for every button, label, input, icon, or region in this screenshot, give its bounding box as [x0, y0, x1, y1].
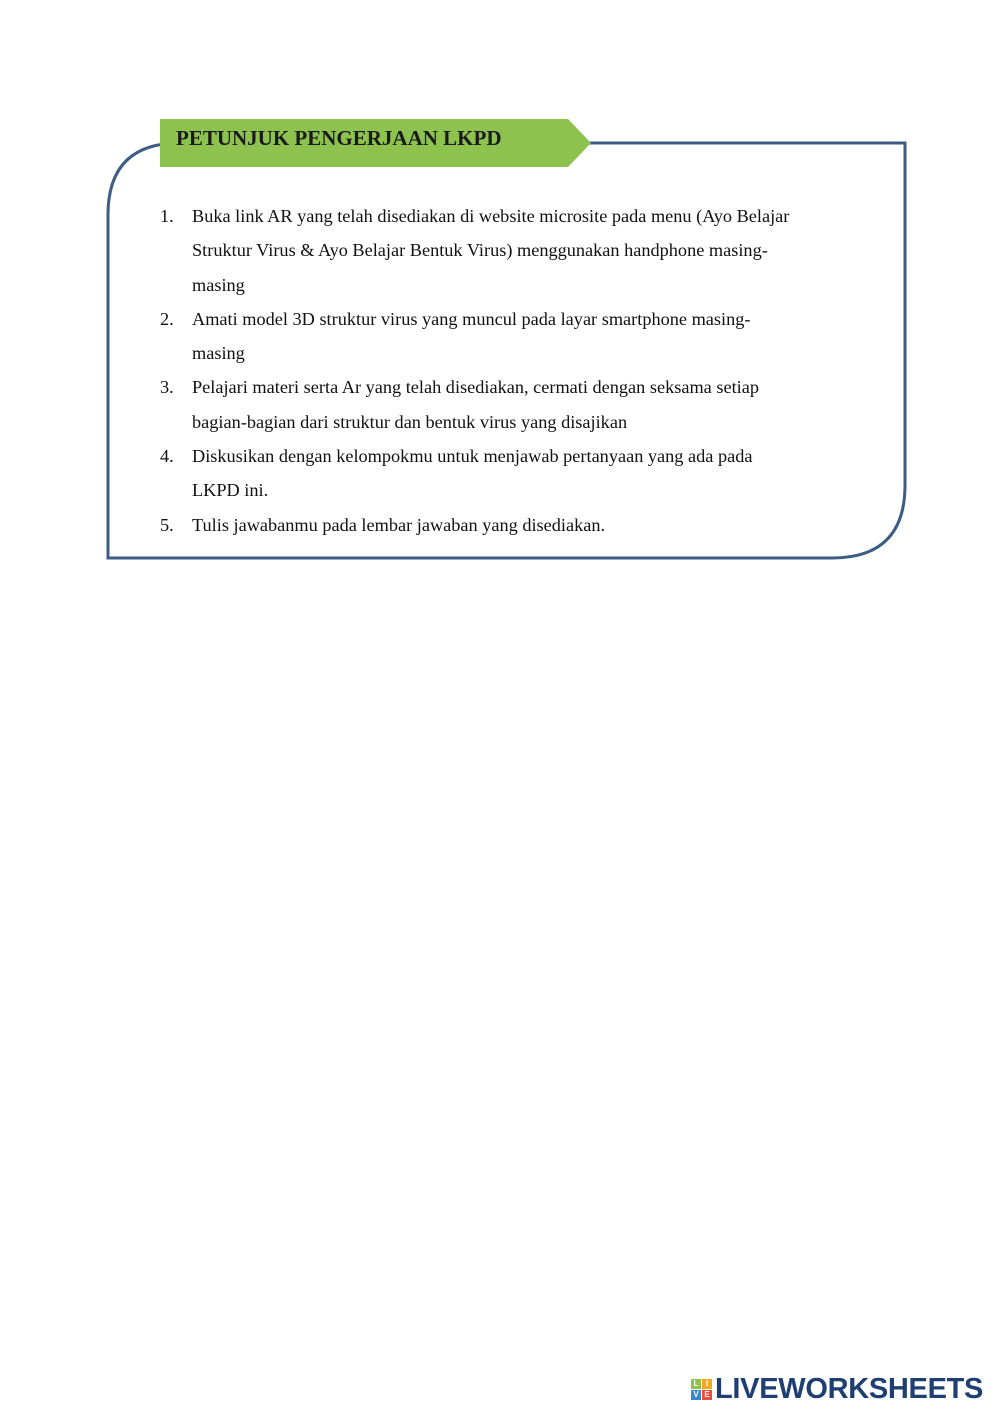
banner-title: PETUNJUK PENGERJAAN LKPD: [176, 126, 502, 150]
list-item-line: masing: [192, 274, 245, 295]
list-item-line: Diskusikan dengan kelompokmu untuk menjawab pertanyaan yang ada pada: [192, 446, 753, 467]
liveworksheets-logo[interactable]: [691, 1373, 983, 1405]
list-item-line: masing: [192, 343, 245, 364]
list-item-line: Pelajari materi serta Ar yang telah disediakan, cermati dengan seksama setiap: [192, 377, 760, 398]
list-item: [160, 199, 860, 302]
list-item-line: Tulis jawabanmu pada lembar jawaban yang disediakan.: [192, 514, 606, 535]
list-item: [160, 370, 860, 439]
list-item-text: [192, 302, 860, 371]
list-item-text: [192, 439, 860, 508]
list-item-text: [192, 508, 860, 542]
list-item-text: [192, 199, 860, 302]
logo-square: V: [691, 1390, 701, 1400]
list-item-line: LKPD ini.: [192, 480, 269, 501]
instruction-list: [160, 199, 860, 542]
list-item-number: 3.: [160, 377, 174, 398]
logo-square: L: [691, 1379, 701, 1389]
list-item-number: 2.: [160, 308, 174, 329]
list-item-text: [192, 370, 860, 439]
list-item-line: bagian-bagian dari struktur dan bentuk virus yang disajikan: [192, 411, 628, 432]
logo-square: E: [702, 1390, 712, 1400]
logo-square: I: [702, 1379, 712, 1389]
list-item: [160, 439, 860, 508]
list-item-line: Amati model 3D struktur virus yang muncul pada layar smartphone masing-: [192, 308, 751, 329]
list-item-line: Buka link AR yang telah disediakan di website microsite pada menu (Ayo Belajar: [192, 206, 790, 226]
list-item-number: 5.: [160, 514, 174, 535]
list-item: [160, 508, 860, 542]
list-item-line: Struktur Virus & Ayo Belajar Bentuk Virus) menggunakan handphone masing-: [192, 240, 768, 261]
logo-text: LIVEWORKSHEETS: [715, 1372, 984, 1405]
logo-squares-icon: [691, 1379, 712, 1400]
list-item-number: 1.: [160, 206, 174, 226]
list-item: [160, 302, 860, 371]
list-item-number: 4.: [160, 446, 174, 467]
